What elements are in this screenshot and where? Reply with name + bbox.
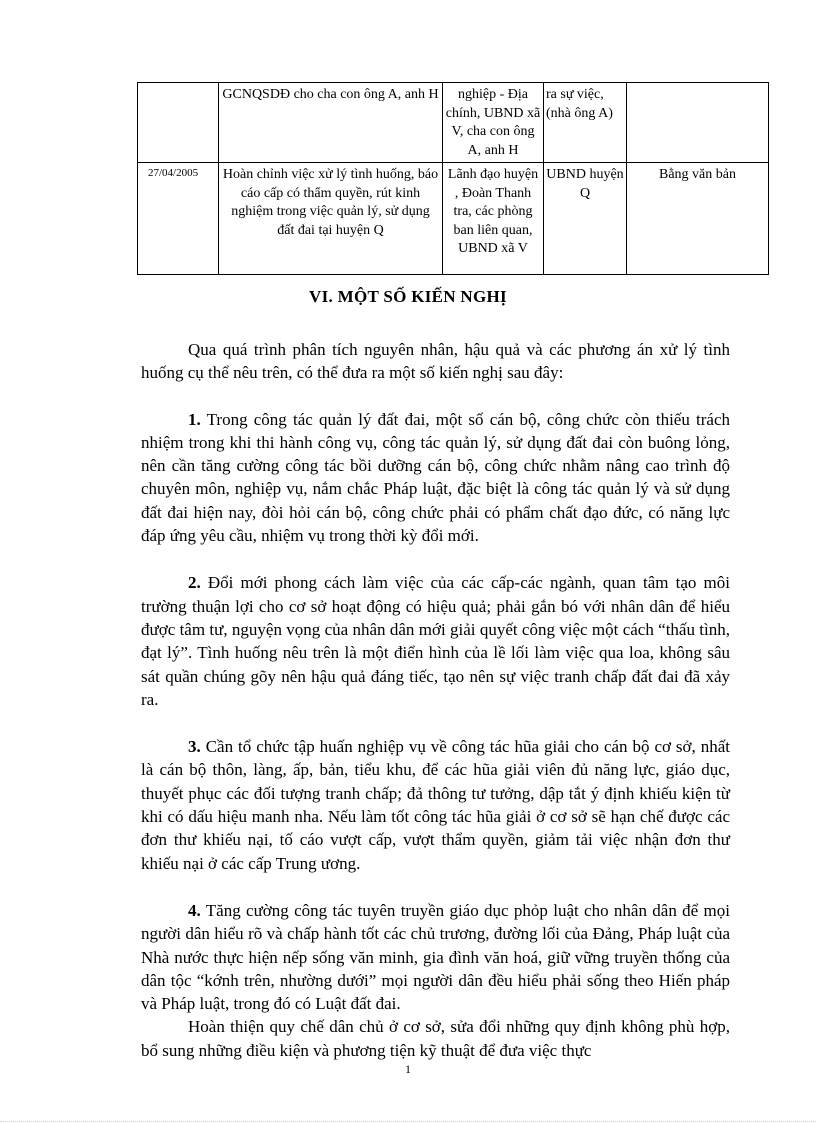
- responsible-cell: UBND huyện Q: [544, 163, 627, 275]
- participants-cell: nghiệp - Địa chính, UBND xã V, cha con ông A, anh H: [443, 83, 544, 163]
- recommendation-paragraph: [141, 408, 730, 548]
- recommendation-paragraph: [141, 735, 730, 875]
- table-row: [138, 83, 769, 163]
- action-plan-table: [137, 82, 769, 275]
- participants-cell: Lãnh đạo huyện , Đoàn Thanh tra, các phòng ban liên quan, UBND xã V: [443, 163, 544, 275]
- recommendation-paragraph: [141, 571, 730, 711]
- document-body: [141, 338, 730, 1062]
- content-cell: GCNQSDĐ cho cha con ông A, anh H: [219, 83, 443, 163]
- closing-paragraph: Hoàn thiện quy chế dân chủ ở cơ sở, sửa đổi những quy định không phù hợp, bổ sung những điều kiện và phương tiện kỹ thuật để đưa việc thực: [141, 1017, 730, 1060]
- date-cell: [138, 83, 219, 163]
- item-text: Đổi mới phong cách làm việc của các cấp-các ngành, quan tâm tạo môi trường thuận lợi cho cơ sở hoạt động có hiệu quả; phải gắn bó với nhân dân để hiểu được tâm tư, nguyện vọng của nhân dân mới giải quyết công việc một cách “thấu tình, đạt lý”. Tình huống nêu trên là một điển hình của lề lối làm việc qua loa, không sâu sát quần chúng gõy nên hậu quả đáng tiếc, tạo nên sự việc tranh chấp đất đai đã xảy ra.: [141, 573, 730, 709]
- page-bottom-divider: [0, 1121, 816, 1122]
- item-text: Trong công tác quản lý đất đai, một số cán bộ, công chức còn thiếu trách nhiệm trong khi thi hành công vụ, công tác quản lý, sử dụng đất đai còn buông lỏng, nên cần tăng cường công tác bồi dưỡng cán bộ, công chức nhằm nâng cao trình độ chuyên môn, nghiệp vụ, nắm chắc Pháp luật, đặc biệt là công tác quản lý và sử dụng đất đai hiện nay, đòi hỏi cán bộ, công chức phải có phẩm chất đạo đức, có năng lực đáp ứng yêu cầu, nhiệm vụ trong thời kỳ đổi mới.: [141, 409, 730, 546]
- recommendation-paragraph: [141, 899, 730, 1015]
- table-row: [138, 163, 769, 275]
- item-text: Tăng cường công tác tuyên truyền giáo dục phỏp luật cho nhân dân để mọi người dân hiểu rõ và chấp hành tốt các chủ trương, đường lối của Đảng, Pháp luật của Nhà nước thực hiện nếp sống văn minh, gia đình văn hoá, giữ vững truyền thống của dân tộc “kớnh trên, nhường dưới” mọi người dân đều hiểu phải sống theo Hiến pháp và Pháp luật, trong đó có Luật đất đai.: [141, 900, 730, 1014]
- item-number: 2.: [188, 573, 201, 593]
- date-cell: 27/04/2005: [138, 163, 219, 275]
- content-cell: Hoàn chỉnh việc xử lý tình huống, báo cáo cấp có thẩm quyền, rút kinh nghiệm trong việc quản lý, sử dụng đất đai tại huyện Q: [219, 163, 443, 275]
- section-title: VI. MỘT SỐ KIẾN NGHỊ: [309, 287, 507, 306]
- form-cell: [627, 83, 769, 163]
- form-cell: Bằng văn bản: [627, 163, 769, 275]
- intro-paragraph: Qua quá trình phân tích nguyên nhân, hậu quả và các phương án xử lý tình huống cụ thể nêu trên, có thể đưa ra một số kiến nghị sau đây:: [141, 340, 730, 383]
- responsible-cell: ra sự việc, (nhà ông A): [544, 83, 627, 163]
- item-text: Cần tổ chức tập huấn nghiệp vụ về công tác hũa giải cho cán bộ cơ sở, nhất là cán bộ thôn, làng, ấp, bản, tiểu khu, để các hũa giải viên đủ năng lực, giáo dục, thuyết phục các đối tượng tranh chấp; đả thông tư tưởng, dập tắt ý định khiếu kiện từ khi có dấu hiệu manh nha. Nếu làm tốt công tác hũa giải ở cơ sở sẽ hạn chế được các đơn thư khiếu nại, tố cáo vượt cấp, vượt thẩm quyền, giảm tải việc nhận đơn thư khiếu nại ở các cấp Trung ương.: [141, 737, 730, 873]
- item-number: 4.: [188, 900, 201, 920]
- item-number: 3.: [188, 737, 201, 757]
- item-number: 1.: [188, 409, 201, 429]
- page-number: 1: [405, 1062, 411, 1076]
